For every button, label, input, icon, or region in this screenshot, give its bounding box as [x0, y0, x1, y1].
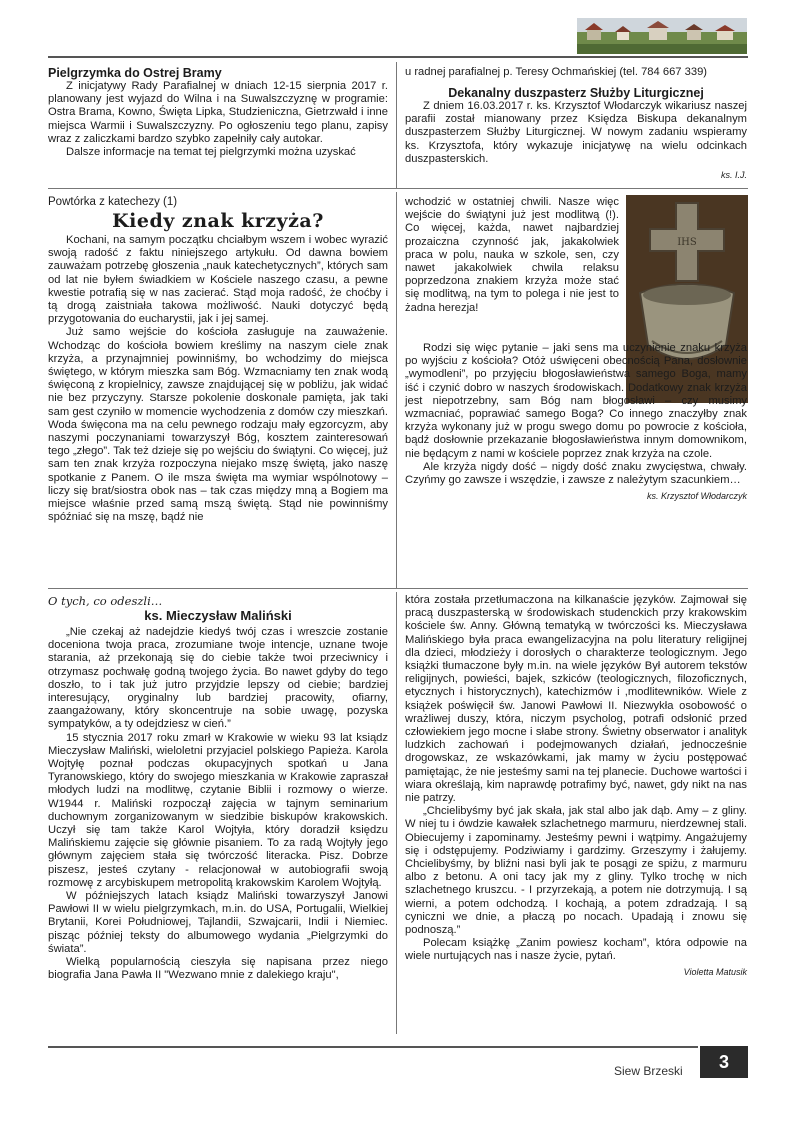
- footer-rule: [48, 1046, 698, 1048]
- obituary-para-4: Wielką popularnością cieszyła się napisana przez niego biografia Jana Pawła II "Wezwano mnie z dalekiego kraju",: [48, 956, 388, 982]
- obituary-para-6: „Chcielibyśmy być jak skała, jak stal albo jak dąb. Amy – z gliny. W niej tu i ówdzie kawałek szlachetnego marmuru, nierdzewnej stali. Obiecujemy i zapominamy. Jesteśmy pewni i wątpimy. Angażujemy się i odstępujemy. Podziwiamy i gardzimy. Grzeszymy i żałujemy. Chcielibyśmy, by bliźni nasi byli jak te posągi ze spiżu, z marmuru albo z betonu. A oni tacy jak my z gliny. Tylko trochę w nich szlachetnego kruszcu. - I przyrzekają, a potem nie dotrzymują. I są wierni, a potem odchodzą. I kochają, a potem zdradzają. I są cyniczni we dnie, a płaczą po nocach. Upadają i znowu się podnoszą.”: [405, 805, 747, 937]
- obituary-para-3: W późniejszych latach ksiądz Maliński towarzyszył Janowi Pawłowi II w wielu pielgrzymkach, m.in. do USA, Portugalii, Wielkiej Brytanii, Korei Południowej, Tajlandii, Szwajcarii, Indii i Niemiec. pisząc później teksty do albumowego wydania „Pielgrzymki do świata”.: [48, 890, 388, 955]
- pilgrimage-title: Pielgrzymka do Ostrej Bramy: [48, 66, 222, 80]
- dean-title: Dekanalny duszpasterz Służby Liturgicznej: [448, 86, 704, 100]
- publication-name: Siew Brzeski: [614, 1064, 683, 1078]
- header-photo: [577, 18, 747, 54]
- obituary-para-7: Polecam książkę „Zanim powiesz kocham”, która odpowie na wiele nurtujących nas i nasze życie, pytań.: [405, 937, 747, 963]
- catechesis-right: [405, 342, 747, 501]
- divider-top: [48, 188, 748, 189]
- pilgrimage-continued: [405, 66, 747, 79]
- divider-vertical-middle: [396, 192, 397, 588]
- catechesis-para-1: Kochani, na samym początku chciałbym wszem i wobec wyrazić swoją radość z faktu niniejszego artykułu. Od dawna bowiem zauważam potrzebę głoszenia „nauk katechetycznych”, których sam od lat nie byłem świadkiem w Kościele naszego czasu, a pewne kwestie potrafią się w nas zacierać. Stąd moja radość, że choćby i tą drogą zaistniała takowa możliwość. Nauki dotyczyć będą przygotowania do eucharystii, jak i jej samej.: [48, 234, 388, 326]
- dean-signature: ks. I.J.: [720, 170, 747, 181]
- divider-vertical-bottom: [396, 592, 397, 1034]
- obituary-signature: Violetta Matusik: [683, 966, 747, 977]
- page-number-box: [700, 1046, 748, 1078]
- obituary-right: [405, 594, 747, 977]
- obituary-para-5: która została przetłumaczona na kilkanaście języków. Zajmował się pracą duszpasterską w środowiskach studenckich przy krakowskim kościele św. Anny. Główną tematyką w twórczości ks. Mieczysława Malińskiego była praca ewangelizacyjna na polu literatury religijnej dla dzieci, młodzieży i dorosłych o charakterze teologicznym. Jego książki tłumaczone były m.in. na wiele języków Był autorem tekstów religijnych, powieści, bajek, szkiców (teologicznych, filozoficznych, etycznych i historycznych), katechizmów i ,modlitewników. Wiele z książek poświęcił św. Janowi Pawłowi II. Niezwykła osobowość o wrażliwej duszy, która, niczym psycholog, potrafi odsłonić przed człowiekiem jego mocne i słabe strony. Świetny obserwator i analityk ludzkich zachowań i podejmowanych działań, jednocześnie drogowskaz, ze wskazówkami, jak mamy w życiu postępować pamiętając, że nie jesteśmy sami na tej planecie. Duchowe wartości i wiara określają, kim naprawdę potrafimy być, nawet, gdy nikt na nas nie patrzy.: [405, 594, 747, 805]
- obituary-left: [48, 594, 388, 982]
- catechesis-right-top: [405, 196, 619, 315]
- catechesis-title: Kiedy znak krzyża?: [112, 210, 324, 232]
- divider-middle: [48, 588, 748, 589]
- obituary-kicker: O tych, co odeszli…: [48, 594, 163, 608]
- pilgrimage-body-2: Dalsze informacje na temat tej pielgrzymki można uzyskać: [66, 146, 356, 159]
- header-rule: [48, 56, 748, 58]
- dean-body: Z dniem 16.03.2017 r. ks. Krzysztof Włodarczyk wikariusz naszej parafii został mianowany przez Księdza Biskupa dekanalnym duszpasterzem Służby Liturgicznej. W nowym zadaniu wspieramy ks. Krzysztofa, który wykazuje inicjatywę na wielu odcinkach duszpasterskich.: [405, 100, 747, 165]
- obituary-title: ks. Mieczysław Maliński: [144, 608, 292, 623]
- pilgrimage-article: [48, 66, 388, 159]
- catechesis-kicker: Powtórka z katechezy (1): [48, 196, 178, 208]
- obituary-para-1: „Nie czekaj aż nadejdzie kiedyś twój czas i wreszcie zostanie doceniona twoja praca, zrozumiane twoje intencje, uznane twoje starania, aż przekonają się do ciebie także twoi przeciwnicy i otrzymasz pochwałę godną twojego życia. Bo nawet gdyby do tego doszło, to i tak już jutro przyjdzie lepszy od ciebie; bardziej interesujący, oryginalny lub bardziej pracowity, ofiarny, zaangażowany, który skoncentruje na sobie uwagę, pozyska sympatyków, a ty odejdziesz w cień.”: [48, 626, 388, 731]
- catechesis-para-2: Już samo wejście do kościoła zasługuje na zauważenie. Wchodząc do kościoła bowiem kreślimy na naszym ciele znak krzyża, a przynajmniej powinniśmy, bo wchodzimy do miejsca świętego, w którym mieszka sam Bóg. Wzmacniamy ten znak wodą święconą z kropielnicy, zawsze znajdującej się w pobliżu, jak widać nie bez przyczyny. Starsze pokolenie doskonale pamięta, jak taki sam gest czyniło w momencie wychodzenia z domów czy mieszkań. Woda święcona ma na celu pewnego rodzaju mały egzorcyzm, aby naszymi poczynaniami towarzyszył Bóg, kosztem zainteresowań tego „złego”. Tak też dzieje się po wejściu do świątyni. Co więcej, już sam ten znak krzyża rozpoczyna niejako mszę świętą, jako naszę spotkanie z Panem. O ile msza święta ma wymiar wspólnotowy – liczy się brat/siostra obok nas – tak czas między mną a Bogiem ma miejsce właśnie przed samą mszą świętą. Stąd nie powinniśmy spóźniać się na mszę, bądź nie: [48, 326, 388, 524]
- dean-article: [405, 86, 747, 180]
- catechesis-para-4: Rodzi się więc pytanie – jaki sens ma uczynienie znaku krzyża po wyjściu z kościoła? Otóż uświęceni obecnością Pana, dosłownie „wymodleni”, po przyjęciu błogosławieństwa samego Boga, mamy iść i czynić dobro w naszych środowiskach. Dodatkowy znak krzyża jest niepotrzebny, sam Bóg nam błogosławi – czy musimy wzmacniać, poprawiać samego Boga? Co innego znaczyłby znak krzyża wykonany już w progu swego domu po powrocie z kościoła, bądź dosłownie przekazanie błogosławieństwa innym domownikom, nie będącym z nami w kościele poprzez znak krzyża na czole.: [405, 342, 747, 460]
- pilgrimage-contact: u radnej parafialnej p. Teresy Ochmańskiej (tel. 784 667 339): [405, 66, 708, 78]
- catechesis-left: [48, 196, 388, 524]
- catechesis-signature: ks. Krzysztof Włodarczyk: [646, 491, 747, 502]
- pilgrimage-body: Z inicjatywy Rady Parafialnej w dniach 12-15 sierpnia 2017 r. planowany jest wyjazd do Wilna i na Suwalszczyznę w programie: Ostra Brama, Kowno, Święta Lipka, Studzieniczna, Gietrzwałd i inne miejsca Warmii i Suwalszczyzny. Po ogłoszeniu tego planu, zapisy wraz z zaliczkami bardzo szybko zapełniły cały autokar.: [48, 80, 388, 145]
- page-number: 3: [718, 1052, 729, 1072]
- catechesis-para-5: Ale krzyża nigdy dość – nigdy dość znaku zwycięstwa, chwały. Czyńmy go zawsze i wszędzie, i zawsze z należytym szacunkiem…: [405, 460, 747, 487]
- divider-vertical-top: [396, 62, 397, 188]
- ihs-label: IHS: [677, 237, 697, 248]
- obituary-para-2: 15 stycznia 2017 roku zmarł w Krakowie w wieku 93 lat ksiądz Mieczysław Maliński, wieloletni przyjaciel polskiego Papieża. Karola Wojtyłę poznał podczas okupacyjnych spotkań u Jana Tyranowskiego, który do swojego mieszkania w Krakowie zapraszał młodych ludzi na modlitwę, czytanie Biblii i rozmowy o wierze. W1944 r. Maliński rozpoczął zajęcia w tajnym seminarium duchownym zorganizowanym w siedzibie biskupów krakowskich. Uczył się tam także Karol Wojtyła, który doradził księdzu Malińskiemu zajęcie się głównie pisaniem. To za radą Wojtyły jego głównym zajęciem stała się twórczość literacka. Pisz. Dobrze piszesz, jesteś czytany - relacjonował w autobiografii swoją rozmowę z arcybiskupem metropolitą krakowskim Karolem Wojtyłą.: [48, 731, 388, 889]
- catechesis-para-3: wchodzić w ostatniej chwili. Nasze więc wejście do świątyni już jest modlitwą (!). Co więcej, każda, nawet najbardziej prozaiczna czynność jak, jakakolwiek praca w polu, nauka w szkole, sen, czy nawet jakakolwiek chwila relaksu poprzedzona znakiem krzyża może stać się modlitwą, na tym to polega i nie jest to żadna herezja!: [405, 196, 619, 314]
